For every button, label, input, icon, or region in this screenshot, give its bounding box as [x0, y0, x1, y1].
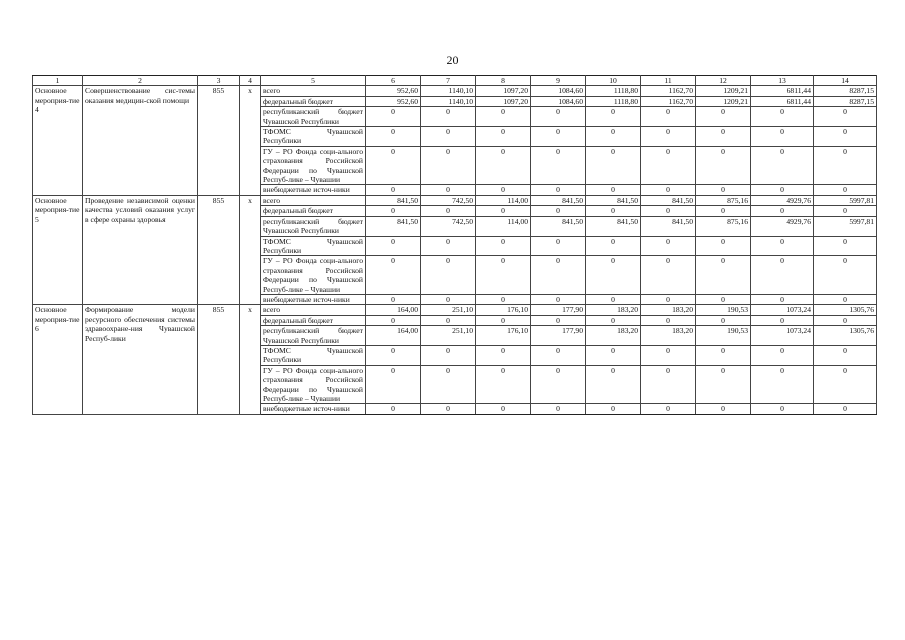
amount-cell: 0 [476, 107, 531, 127]
amount-cell: 190,53 [696, 305, 751, 315]
amount-cell: 0 [696, 236, 751, 256]
column-header: 6 [366, 76, 421, 86]
amount-cell: 0 [641, 404, 696, 414]
column-header: 11 [641, 76, 696, 86]
amount-cell: 0 [586, 146, 641, 185]
budget-table [32, 75, 877, 415]
amount-cell: 0 [586, 206, 641, 216]
amount-cell: 0 [366, 256, 421, 295]
mark-cell: x [240, 86, 261, 195]
amount-cell: 0 [814, 345, 877, 365]
amount-cell: 0 [476, 127, 531, 147]
amount-cell: 1305,76 [814, 326, 877, 346]
amount-cell: 176,10 [476, 305, 531, 315]
amount-cell: 0 [814, 365, 877, 404]
column-header: 10 [586, 76, 641, 86]
amount-cell: 0 [476, 345, 531, 365]
column-header: 2 [83, 76, 198, 86]
amount-cell: 0 [421, 107, 476, 127]
amount-cell: 0 [476, 404, 531, 414]
amount-cell: 1162,70 [641, 86, 696, 96]
amount-cell: 0 [421, 365, 476, 404]
amount-cell: 4929,76 [751, 195, 814, 205]
column-header: 3 [198, 76, 240, 86]
amount-cell: 0 [751, 206, 814, 216]
amount-cell: 952,60 [366, 96, 421, 106]
amount-cell: 0 [586, 404, 641, 414]
amount-cell: 1084,60 [531, 96, 586, 106]
amount-cell: 251,10 [421, 326, 476, 346]
amount-cell: 1209,21 [696, 96, 751, 106]
table-row [33, 195, 877, 205]
funding-source-cell: федеральный бюджет [261, 206, 366, 216]
amount-cell: 0 [751, 185, 814, 195]
funding-source-cell: ТФОМС Чувашской Республики [261, 127, 366, 147]
amount-cell: 0 [751, 236, 814, 256]
amount-cell: 0 [531, 127, 586, 147]
amount-cell: 0 [696, 107, 751, 127]
amount-cell: 0 [751, 256, 814, 295]
amount-cell: 1073,24 [751, 305, 814, 315]
amount-cell: 0 [421, 315, 476, 325]
amount-cell: 0 [531, 185, 586, 195]
funding-source-cell: всего [261, 86, 366, 96]
amount-cell: 0 [641, 256, 696, 295]
amount-cell: 1118,80 [586, 96, 641, 106]
page-number: 20 [446, 53, 459, 67]
amount-cell: 176,10 [476, 326, 531, 346]
amount-cell: 183,20 [641, 326, 696, 346]
amount-cell: 0 [586, 294, 641, 304]
amount-cell: 0 [641, 146, 696, 185]
amount-cell: 0 [751, 404, 814, 414]
amount-cell: 0 [421, 294, 476, 304]
amount-cell: 0 [421, 236, 476, 256]
amount-cell: 0 [641, 365, 696, 404]
amount-cell: 0 [366, 107, 421, 127]
amount-cell: 1305,76 [814, 305, 877, 315]
funding-source-cell: внебюджетные источ-ники [261, 404, 366, 414]
amount-cell: 1209,21 [696, 86, 751, 96]
funding-source-cell: всего [261, 305, 366, 315]
amount-cell: 0 [586, 256, 641, 295]
code-cell: 855 [198, 86, 240, 195]
amount-cell: 0 [586, 315, 641, 325]
amount-cell: 1097,20 [476, 96, 531, 106]
amount-cell: 875,16 [696, 195, 751, 205]
amount-cell: 0 [531, 345, 586, 365]
amount-cell: 841,50 [531, 216, 586, 236]
amount-cell: 1140,10 [421, 96, 476, 106]
amount-cell: 0 [476, 256, 531, 295]
amount-cell: 875,16 [696, 216, 751, 236]
amount-cell: 0 [641, 185, 696, 195]
amount-cell: 841,50 [531, 195, 586, 205]
amount-cell: 8287,15 [814, 96, 877, 106]
amount-cell: 0 [751, 107, 814, 127]
column-header: 4 [240, 76, 261, 86]
funding-source-cell: ГУ – РО Фонда соци-ального страхования Российской Федерации по Чувашской Респуб-лике – Чувашии [261, 365, 366, 404]
amount-cell: 0 [751, 315, 814, 325]
amount-cell: 0 [696, 256, 751, 295]
amount-cell: 0 [366, 345, 421, 365]
amount-cell: 0 [531, 107, 586, 127]
amount-cell: 5997,81 [814, 195, 877, 205]
amount-cell: 190,53 [696, 326, 751, 346]
amount-cell: 0 [531, 294, 586, 304]
amount-cell: 0 [421, 404, 476, 414]
amount-cell: 0 [476, 236, 531, 256]
amount-cell: 0 [586, 127, 641, 147]
column-header: 9 [531, 76, 586, 86]
amount-cell: 114,00 [476, 195, 531, 205]
funding-source-cell: внебюджетные источ-ники [261, 185, 366, 195]
amount-cell: 251,10 [421, 305, 476, 315]
amount-cell: 742,50 [421, 216, 476, 236]
event-cell: Основное мероприя-тие 5 [33, 195, 83, 304]
amount-cell: 0 [751, 146, 814, 185]
amount-cell: 0 [641, 206, 696, 216]
column-header: 8 [476, 76, 531, 86]
amount-cell: 114,00 [476, 216, 531, 236]
amount-cell: 0 [696, 315, 751, 325]
amount-cell: 0 [814, 127, 877, 147]
amount-cell: 0 [421, 127, 476, 147]
amount-cell: 0 [531, 315, 586, 325]
amount-cell: 183,20 [586, 326, 641, 346]
amount-cell: 1073,24 [751, 326, 814, 346]
funding-source-cell: республиканский бюджет Чувашской Республики [261, 326, 366, 346]
amount-cell: 0 [586, 236, 641, 256]
amount-cell: 0 [421, 345, 476, 365]
funding-source-cell: ГУ – РО Фонда соци-ального страхования Российской Федерации по Чувашской Респуб-лике – Чувашии [261, 146, 366, 185]
amount-cell: 0 [814, 206, 877, 216]
mark-cell: x [240, 305, 261, 414]
amount-cell: 0 [531, 236, 586, 256]
amount-cell: 0 [531, 365, 586, 404]
amount-cell: 0 [641, 107, 696, 127]
amount-cell: 0 [696, 185, 751, 195]
amount-cell: 0 [751, 127, 814, 147]
amount-cell: 6811,44 [751, 96, 814, 106]
amount-cell: 0 [641, 236, 696, 256]
amount-cell: 0 [696, 404, 751, 414]
amount-cell: 5997,81 [814, 216, 877, 236]
amount-cell: 1084,60 [531, 86, 586, 96]
amount-cell: 0 [814, 404, 877, 414]
amount-cell: 0 [814, 236, 877, 256]
funding-source-cell: всего [261, 195, 366, 205]
amount-cell: 0 [814, 146, 877, 185]
amount-cell: 0 [476, 294, 531, 304]
amount-cell: 0 [586, 365, 641, 404]
amount-cell: 0 [814, 315, 877, 325]
description-cell: Совершенствование сис-темы оказания медицин-ской помощи [83, 86, 198, 195]
funding-source-cell: республиканский бюджет Чувашской Республики [261, 216, 366, 236]
event-cell: Основное мероприя-тие 4 [33, 86, 83, 195]
funding-source-cell: ГУ – РО Фонда соци-ального страхования Российской Федерации по Чувашской Респуб-лике – Чувашии [261, 256, 366, 295]
amount-cell: 841,50 [366, 216, 421, 236]
amount-cell: 164,00 [366, 326, 421, 346]
amount-cell: 0 [366, 236, 421, 256]
amount-cell: 0 [696, 206, 751, 216]
amount-cell: 0 [476, 315, 531, 325]
amount-cell: 0 [476, 185, 531, 195]
amount-cell: 6811,44 [751, 86, 814, 96]
event-cell: Основное мероприя-тие 6 [33, 305, 83, 414]
amount-cell: 0 [751, 294, 814, 304]
amount-cell: 177,90 [531, 326, 586, 346]
amount-cell: 0 [366, 146, 421, 185]
amount-cell: 0 [814, 256, 877, 295]
amount-cell: 0 [814, 294, 877, 304]
amount-cell: 0 [751, 345, 814, 365]
amount-cell: 0 [421, 206, 476, 216]
amount-cell: 0 [641, 294, 696, 304]
amount-cell: 183,20 [586, 305, 641, 315]
amount-cell: 841,50 [366, 195, 421, 205]
funding-source-cell: федеральный бюджет [261, 96, 366, 106]
funding-source-cell: внебюджетные источ-ники [261, 294, 366, 304]
funding-source-cell: республиканский бюджет Чувашской Республики [261, 107, 366, 127]
amount-cell: 0 [366, 404, 421, 414]
amount-cell: 0 [366, 127, 421, 147]
amount-cell: 0 [531, 256, 586, 295]
amount-cell: 0 [476, 206, 531, 216]
amount-cell: 742,50 [421, 195, 476, 205]
code-cell: 855 [198, 305, 240, 414]
amount-cell: 1140,10 [421, 86, 476, 96]
amount-cell: 0 [751, 365, 814, 404]
amount-cell: 841,50 [641, 195, 696, 205]
amount-cell: 0 [476, 146, 531, 185]
amount-cell: 841,50 [586, 216, 641, 236]
amount-cell: 0 [366, 294, 421, 304]
amount-cell: 0 [641, 315, 696, 325]
amount-cell: 0 [696, 365, 751, 404]
amount-cell: 0 [696, 345, 751, 365]
amount-cell: 0 [814, 107, 877, 127]
table-row [33, 86, 877, 96]
funding-source-cell: ТФОМС Чувашской Республики [261, 236, 366, 256]
amount-cell: 952,60 [366, 86, 421, 96]
amount-cell: 0 [814, 185, 877, 195]
amount-cell: 177,90 [531, 305, 586, 315]
amount-cell: 0 [586, 107, 641, 127]
description-cell: Формирование модели ресурсного обеспечения системы здравоохране-ния Чувашской Респуб-лики [83, 305, 198, 414]
amount-cell: 0 [641, 127, 696, 147]
amount-cell: 0 [586, 185, 641, 195]
funding-source-cell: федеральный бюджет [261, 315, 366, 325]
amount-cell: 0 [531, 206, 586, 216]
description-cell: Проведение независимой оценки качества условий оказания услуг в сфере охраны здоровья [83, 195, 198, 304]
amount-cell: 4929,76 [751, 216, 814, 236]
amount-cell: 0 [586, 345, 641, 365]
amount-cell: 0 [696, 146, 751, 185]
amount-cell: 841,50 [586, 195, 641, 205]
amount-cell: 183,20 [641, 305, 696, 315]
amount-cell: 1118,80 [586, 86, 641, 96]
amount-cell: 0 [641, 345, 696, 365]
column-header: 14 [814, 76, 877, 86]
amount-cell: 8287,15 [814, 86, 877, 96]
column-header: 13 [751, 76, 814, 86]
amount-cell: 0 [421, 185, 476, 195]
amount-cell: 0 [476, 365, 531, 404]
amount-cell: 1162,70 [641, 96, 696, 106]
amount-cell: 0 [531, 404, 586, 414]
amount-cell: 1097,20 [476, 86, 531, 96]
amount-cell: 0 [366, 315, 421, 325]
amount-cell: 0 [421, 146, 476, 185]
amount-cell: 841,50 [641, 216, 696, 236]
funding-source-cell: ТФОМС Чувашской Республики [261, 345, 366, 365]
amount-cell: 0 [421, 256, 476, 295]
header-row [33, 76, 877, 86]
table-body [33, 86, 877, 414]
amount-cell: 0 [366, 206, 421, 216]
code-cell: 855 [198, 195, 240, 304]
table-row [33, 305, 877, 315]
amount-cell: 0 [366, 365, 421, 404]
column-header: 12 [696, 76, 751, 86]
amount-cell: 0 [696, 127, 751, 147]
amount-cell: 164,00 [366, 305, 421, 315]
column-header: 1 [33, 76, 83, 86]
amount-cell: 0 [531, 146, 586, 185]
amount-cell: 0 [696, 294, 751, 304]
amount-cell: 0 [366, 185, 421, 195]
column-header: 5 [261, 76, 366, 86]
column-header: 7 [421, 76, 476, 86]
mark-cell: x [240, 195, 261, 304]
